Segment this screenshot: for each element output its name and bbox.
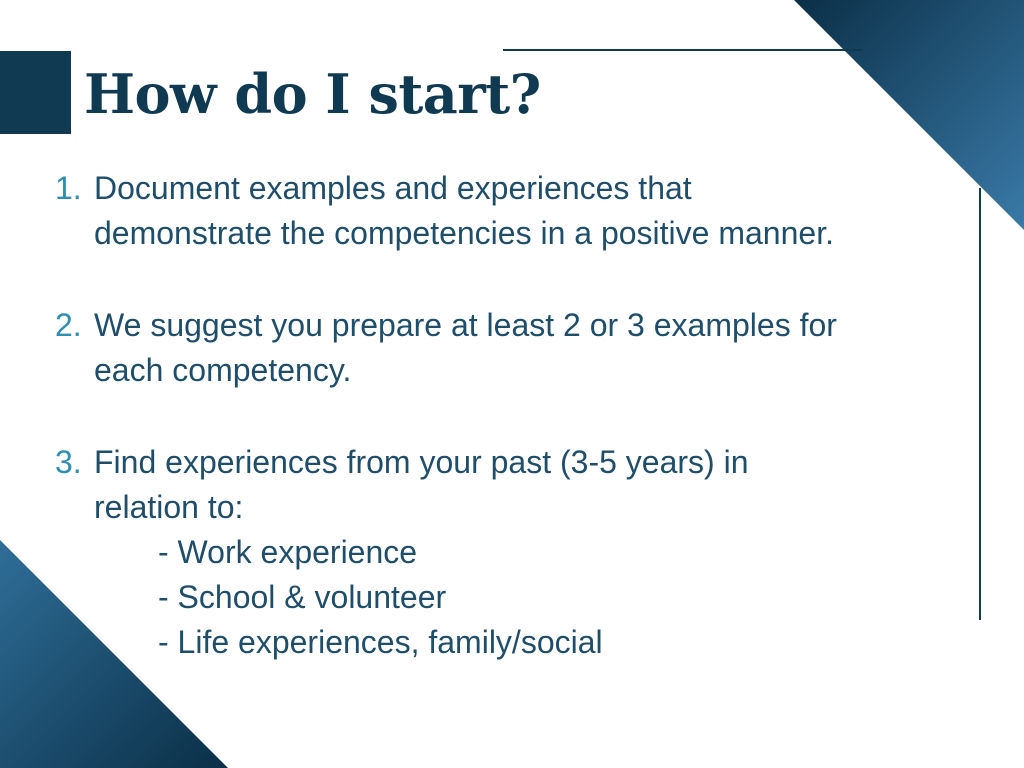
item-line: Document examples and experiences that <box>94 170 692 206</box>
sub-item: - Life experiences, family/social <box>158 624 603 660</box>
item-number: 1. <box>55 170 82 206</box>
item-line: We suggest you prepare at least 2 or 3 examples for <box>94 307 837 343</box>
title-accent-block <box>0 51 71 134</box>
item-number: 2. <box>55 307 82 343</box>
slide-title: How do I start? <box>84 62 541 126</box>
item-line: demonstrate the competencies in a positive manner. <box>94 215 834 251</box>
item-line: each competency. <box>94 352 352 388</box>
item-text <box>94 440 964 665</box>
sub-item: - School & volunteer <box>158 579 447 615</box>
sub-item: - Work experience <box>158 534 418 570</box>
item-text <box>94 303 964 393</box>
item-line: Find experiences from your past (3-5 years) in <box>94 444 749 480</box>
item-line: relation to: <box>94 489 244 525</box>
item-number: 3. <box>55 444 82 480</box>
item-text <box>94 166 964 256</box>
